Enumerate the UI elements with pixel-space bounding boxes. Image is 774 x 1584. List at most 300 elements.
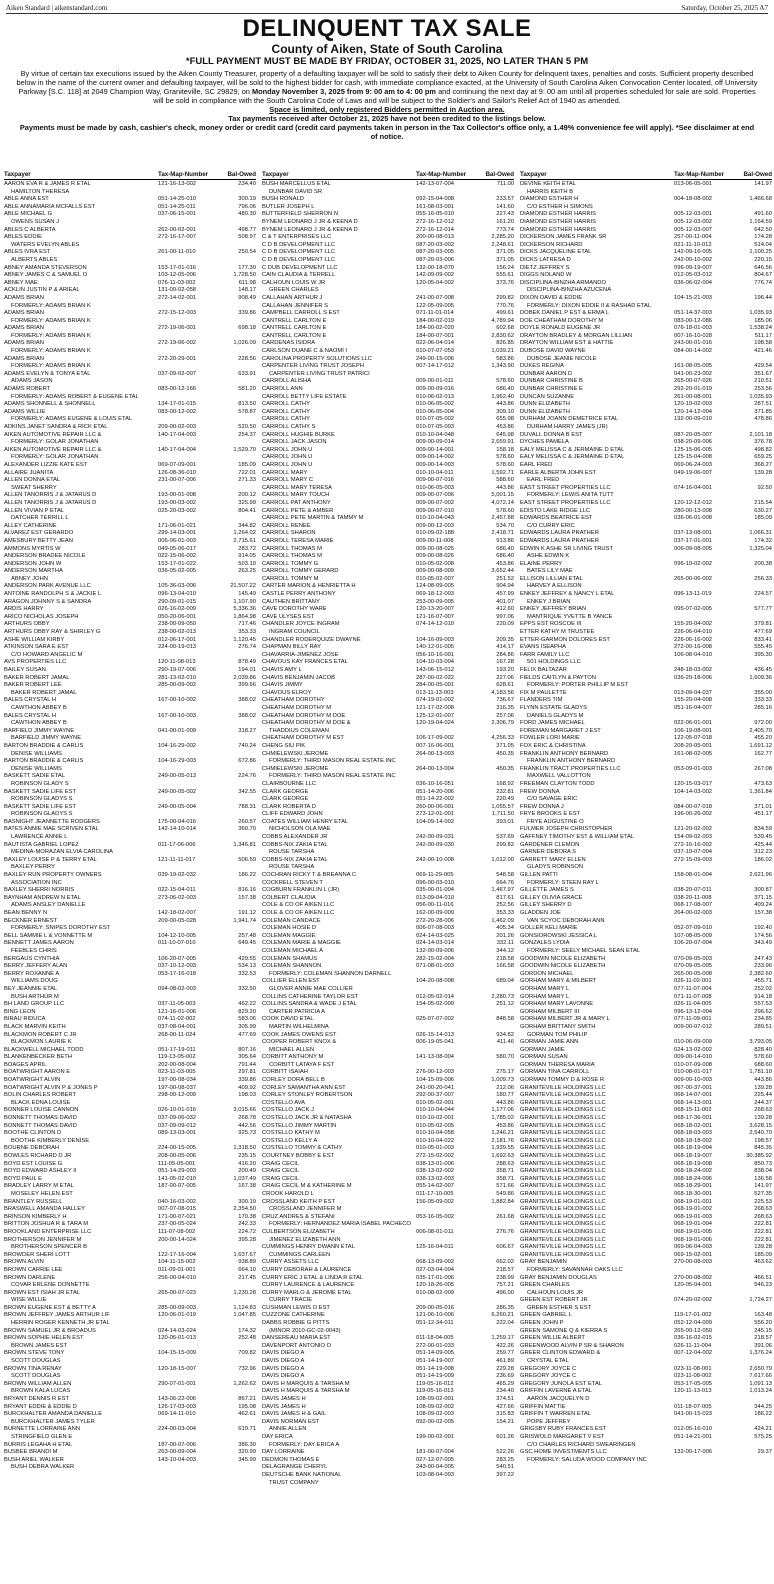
table-row [4,409,256,417]
table-row [520,416,772,424]
table-row [4,599,256,607]
balance-owed: 286.35 [496,1304,514,1311]
balance-owed: 174.32 [238,1327,256,1334]
table-row [262,1069,514,1077]
balance-owed: 914.18 [754,993,772,1000]
taxpayer-name: GRIFFIN LAVERNE A ETAL [520,1388,592,1395]
taxpayer-name: ARICO NICHOLAS JOSEPH [4,613,79,620]
taxpayer-name: BYNEM LEONARD J JR & KEENA D [262,218,358,225]
table-row [4,705,256,713]
balance-owed: 578.60 [496,461,514,468]
balance-owed [222,925,256,933]
table-row [4,1388,256,1396]
balance-owed [222,994,256,1002]
taxpayer-name: BRYANT DENNIS R EST [4,1396,70,1402]
balance-owed: 1,177.06 [491,1107,514,1114]
table-row [4,500,256,508]
table-row [262,227,514,235]
tax-map-number: 142-09-09-002 [416,272,455,279]
balance-owed [738,1290,772,1298]
tax-map-number: 050-20-06-001 [158,613,197,620]
table-row [262,1138,514,1146]
taxpayer-name: BONNETT THOMAS DAVID [4,1115,77,1122]
table-row [520,1115,772,1123]
taxpayer-name: BAKER ROBERT JAMAL [4,674,70,681]
tax-map-number: 026-11-02-001 [674,978,712,985]
taxpayer-name: CHEATHAM DOROTHY M EST [262,735,344,742]
tax-map-number: 119-05-16-013 [416,1388,454,1395]
balance-owed: 1,318.50 [233,1145,256,1152]
balance-owed [222,242,256,250]
balance-owed: 186.22 [754,1411,772,1418]
table-row [262,1039,514,1047]
balance-owed: 233.57 [496,196,514,203]
table-row [520,1381,772,1389]
table-row [262,1282,514,1290]
balance-owed: 913.86 [496,537,514,544]
tax-map-number: 037-10-12-003 [158,963,197,970]
taxpayer-name: DICKS LATRESA D [520,256,571,263]
taxpayer-name: FRYE BROOKS E EST [520,811,581,818]
taxpayer-name: FRANKLIN TRACT PROPERTIES LLC [520,765,621,772]
taxpayer-name: CHENG SIU PIK [262,742,306,749]
table-row [4,523,256,531]
balance-owed: 555.45 [754,644,772,651]
taxpayer-name: CARROLL HUGHIE BURKE [262,431,335,438]
taxpayer-name: GRIFFIN T WARREN ETAL [520,1411,591,1418]
taxpayer-name: GORHAM BRITTANY SMITH [520,1023,596,1030]
balance-owed: 461.89 [496,1358,514,1365]
tax-map-number: 281-13-02-010 [158,674,197,681]
table-row [262,477,514,485]
taxpayer-name: ABNEY MAE [4,279,38,286]
tax-map-number: 027-03-04-004 [416,1266,455,1273]
table-row [4,1092,256,1100]
table-row [4,1100,256,1108]
balance-owed: 1,009.73 [491,1077,514,1084]
balance-owed: 368.27 [754,461,772,468]
balance-owed: 717.46 [238,621,256,628]
tax-map-number: 120-18-26-005 [416,1282,455,1289]
taxpayer-name: COLEMAN CANDACE [262,917,321,924]
taxpayer-name: FORMERLY: ADAMS BRIAN K [11,348,91,355]
taxpayer-name: MARTIN WILHELMINA [269,1023,329,1030]
tax-map-number: 010-10-04-043 [416,515,455,522]
balance-owed: 2,285.20 [491,234,514,241]
table-row [4,515,256,523]
taxpayer-name: COBBS-NIX ZAKIA ETAL [262,856,328,863]
notice-intro [16,69,758,141]
tax-map-number [158,751,222,759]
table-row [520,295,772,303]
balance-owed: 477.69 [238,1031,256,1038]
balance-owed: 409.24 [754,902,772,909]
balance-owed: 557.53 [754,1001,772,1008]
balance-owed: 228.56 [238,355,256,362]
balance-owed: 30,385.92 [746,1153,772,1159]
table-row [4,766,256,774]
balance-owed [222,1419,256,1427]
balance-owed [222,948,256,956]
tax-map-number: 021-11-10-012 [674,241,712,248]
balance-owed: 252.02 [754,985,772,992]
tax-map-number: 249-00-05-004 [158,803,197,810]
balance-owed: 791.44 [238,1061,256,1068]
table-row [262,978,514,986]
table-row [4,462,256,470]
balance-owed [222,705,256,713]
table-row [262,1404,514,1412]
table-row [4,1434,256,1442]
tax-map-number: 009-00-14-002 [416,454,455,461]
balance-owed: 257.06 [496,712,514,719]
table-row [262,1024,514,1032]
tax-map-number [674,1267,738,1275]
tax-map-number: 132-00-18-070 [416,264,455,271]
taxpayer-name: ACKLIN JUSTIN P & ARIEAL [4,287,80,294]
tax-map-number [158,948,222,956]
table-row [4,629,256,637]
table-row [4,811,256,819]
balance-owed: 3,628.15 [749,1122,772,1129]
balance-owed [738,796,772,804]
balance-owed [222,1138,256,1146]
table-row [262,659,514,667]
table-row [4,789,256,797]
table-row [4,295,256,303]
balance-owed: 3,652.44 [491,568,514,575]
taxpayer-name: CARROLL TOMMY GERARD [262,568,339,575]
table-row [262,1191,514,1199]
taxpayer-name: ADAMS BRIAN [4,310,44,317]
balance-owed: 904.94 [496,583,514,590]
table-row [520,318,772,326]
balance-owed: 1,066.31 [749,530,772,537]
tax-map-number: 273-12-01-001 [416,811,455,818]
balance-owed [738,880,772,888]
balance-owed: 662.02 [496,1259,514,1266]
table-row [4,477,256,485]
tax-map-number [158,705,222,713]
taxpayer-name: CORLEY SAMANTHA ANN EST [262,1084,346,1091]
balance-owed [738,599,772,607]
taxpayer-name: ALLAIRE JUANITA [4,469,54,476]
taxpayer-name: GRANITEVILLE HOLDINGS LLC [520,1099,606,1106]
table-row [520,1077,772,1085]
tax-map-number: 056-00-11-016 [416,902,454,909]
table-row [262,864,514,872]
taxpayer-name: CANTRELL CARLTON E [262,332,327,339]
taxpayer-name: CALHOUN LOUIS JR [527,1289,584,1296]
balance-owed [222,1373,256,1381]
taxpayer-name: ASHE WILLIAM KIRBY [4,636,65,643]
taxpayer-name: GORHAM MARY LAVONNE [520,1001,594,1008]
balance-owed: 828.40 [754,1046,772,1053]
balance-owed [222,394,256,402]
balance-owed: 395.28 [238,1236,256,1243]
table-row [520,1039,772,1047]
taxpayer-name: BUSH DEBRA WALKER [11,1464,75,1471]
taxpayer-name: EDWIN K ASHE SR LIVING TRUST [520,545,613,552]
table-row [4,583,256,591]
taxpayer-name: FLANDERS TIM [520,697,563,704]
taxpayer-name: GREEN SAMONE Q & KIERRA S [520,1327,608,1334]
balance-owed: 1,047.85 [233,1312,256,1319]
table-row [520,705,772,713]
table-row [520,1085,772,1093]
tax-map-number [416,371,480,379]
taxpayer-name: BOOTHE KIMBERLY DENISE [11,1137,90,1144]
tax-map-number: 290-19-07-006 [158,667,197,673]
table-row [262,713,514,721]
tax-map-number: 253-00-09-005 [416,598,455,605]
taxpayer-name: GRANITEVILLE HOLDINGS LLC [520,1160,606,1167]
tax-map-number: 119-13-05-002 [158,1054,196,1061]
table-row [4,1077,256,1085]
balance-owed: 1,012.00 [491,856,514,863]
tax-map-number: 257-00-11-004 [674,234,712,241]
table-row [4,1297,256,1305]
table-row [262,340,514,348]
table-row [262,538,514,546]
tax-map-number: 121-11-11-017 [158,856,196,863]
balance-owed: 578.87 [238,408,256,415]
table-row [262,766,514,774]
tax-map-number: 069-11-29-005 [416,872,454,879]
table-row [520,1442,772,1450]
table-row [520,1176,772,1184]
balance-owed [480,758,514,766]
tax-map-number: 119-05-16-012 [416,1380,454,1387]
table-row [520,363,772,371]
taxpayer-name: GREENWOOD ALVIN P SR & SHARON [520,1342,624,1349]
table-row [262,1366,514,1374]
tax-map-number [158,994,222,1002]
table-row [4,834,256,842]
tax-map-number [674,659,738,667]
table-row [262,310,514,318]
taxpayer-name: DAVIS JAMES H [262,1403,306,1410]
taxpayer-name: BUSH ARIEL WALKER [4,1456,64,1463]
balance-owed: 260.57 [238,818,256,825]
balance-owed: 371.01 [754,803,772,810]
table-row [262,492,514,500]
balance-owed: 602.68 [496,325,514,332]
tax-map-number [158,864,222,872]
taxpayer-name: EAST STREET PROPERTIES LLC [520,484,611,491]
taxpayer-name: COLEMAN HOSIE D [262,925,317,932]
tax-map-number: 272-16-17-007 [158,234,197,241]
balance-owed: 496.00 [496,1289,514,1296]
header-map-number: Tax-Map-Number [416,171,467,178]
taxpayer-name: CASTLE PERRY ANTHONY [262,591,336,598]
tax-map-number [416,758,480,766]
taxpayer-name: BURCKHALTER AMANDA DANIELLE [4,1411,103,1418]
table-row [520,454,772,462]
table-row [4,371,256,379]
tax-map-number: 037-09-02-007 [158,370,197,377]
balance-owed: 315.83 [496,1411,514,1418]
balance-owed: 455.20 [754,735,772,742]
table-row [520,682,772,690]
tax-map-number: 010-05-02-007 [416,575,455,582]
tax-map-number [158,1388,222,1396]
taxpayer-name: CULBERTSON ELIZABETH [262,1228,335,1235]
balance-owed: 829.20 [238,1008,256,1015]
taxpayer-name: EALY MELISSA C & JERMAINE D ETAL [520,446,625,453]
tax-map-number: 103-08-04-003 [416,1471,455,1478]
taxpayer-name: GREER CLINTON EDWARD & [520,1350,601,1357]
tax-map-number: 126-08-36-010 [158,469,197,476]
tax-map-number: 038-20-09-006 [674,439,713,446]
tax-map-number [158,378,222,386]
tax-map-number: 074-19-01-002 [416,697,455,704]
balance-owed: 1,941.74 [233,917,256,924]
balance-owed: 305.64 [238,1054,256,1061]
table-row [520,447,772,455]
taxpayer-name: CARROLL THOMAS M [262,553,322,560]
tax-map-number: 074-11-02-002 [158,1016,196,1023]
tax-map-number: 175-00-04-016 [158,818,197,825]
tax-map-number: 140-17-04-003 [158,431,197,438]
table-row [4,1199,256,1207]
tax-map-number: 074-16-04-001 [674,484,713,491]
taxpayer-name: GRANITEVILLE HOLDINGS LLC [520,1122,606,1129]
balance-owed: 344.12 [496,947,514,954]
table-row [520,1396,772,1404]
tax-map-number: 121-16-13-002 [158,181,197,187]
tax-map-number: 011-18-04-005 [416,1335,454,1342]
taxpayer-name: DOYLE RONALD EUGENE JR [520,325,601,332]
tax-map-number: 039-19-02-032 [158,872,197,879]
taxpayer-name: ADKINS JANET SANDRA & RICK ETAL [4,424,108,430]
table-row [520,834,772,842]
tax-map-number: 184-00-07-001 [416,332,455,339]
taxpayer-name: DUKES REGINA [520,363,564,370]
taxpayer-name: EDWARDS LAURA PRATHER [520,530,599,537]
table-row [262,1480,514,1488]
taxpayer-name: ADAMS WILLIE [4,408,46,415]
taxpayer-name: CRAIG CECIL [262,1168,300,1175]
tax-map-number: 010-10-04-011 [416,469,454,476]
tax-map-number [158,1343,222,1351]
balance-owed: 427.66 [496,1403,514,1410]
tax-map-number: 010-05-02-008 [416,560,455,567]
tax-map-number: 209-00-02-003 [158,424,197,430]
table-row [520,963,772,971]
tax-map-number: 049-05-06-017 [158,545,197,552]
tax-map-number [158,1434,222,1442]
taxpayer-name: FIELDS CAITLYN & PAYTON [520,674,596,681]
table-row [262,530,514,538]
table-row [4,447,256,455]
taxpayer-name: FRANKLIN ANTHONY BERNARD [527,758,616,765]
balance-owed: 776.74 [754,279,772,286]
tax-map-number [158,416,222,424]
balance-owed: 195.08 [238,1403,256,1410]
table-row [262,1449,514,1457]
balance-owed: 200.12 [238,492,256,499]
balance-owed [222,766,256,774]
balance-owed [738,1032,772,1040]
tax-map-number: 024-14-03-025 [416,932,455,939]
table-row [262,1047,514,1055]
table-row [520,1069,772,1077]
table-row [520,667,772,675]
balance-owed: 807.16 [238,1046,256,1053]
tax-map-number: 023-11-03-005 [158,1069,196,1076]
balance-owed: 289.51 [754,1023,772,1030]
tax-map-number: 270-00-08-002 [674,1274,713,1281]
tax-map-number: 140-17-04-004 [158,446,197,453]
tax-map-number: 087-20-03-006 [416,256,455,263]
table-row [4,242,256,250]
table-row [4,303,256,311]
table-row [4,181,256,189]
table-row [262,280,514,288]
tax-map-number: 068-17-08-007 [674,902,713,909]
table-row [4,530,256,538]
tax-map-number [158,880,222,888]
table-row [4,1221,256,1229]
tax-map-number: 037-11-05-003 [158,1001,196,1008]
taxpayer-name: ANNIE ALLEN [269,1426,307,1433]
tax-map-number: 155-20-04-008 [674,697,713,704]
taxpayer-name: BROWDER SHERI LOTT [4,1251,71,1258]
balance-owed: 450.35 [496,765,514,772]
taxpayer-name: GORHAM MILBERT III [520,1008,580,1015]
taxpayer-name: COLE & CO OF AIKEN LLC [262,902,335,909]
tax-map-number: 010-08-02-009 [416,1289,455,1296]
taxpayer-name: CARROLL SHARON [262,530,316,537]
tax-map-number: 120-19-04-024 [416,720,455,727]
taxpayer-name: GRANITEVILLE HOLDINGS LLC [520,1084,606,1091]
balance-owed: 222.81 [754,1221,772,1228]
taxpayer-name: DAVIS NORMAN EST [262,1418,320,1425]
table-row [262,394,514,402]
tax-map-number: 120-11-13-013 [674,1388,712,1395]
tax-map-number: 096-13-11-019 [674,591,712,598]
table-row [4,1381,256,1389]
table-row [520,773,772,781]
table-row [262,1343,514,1351]
taxpayer-name: BING LEON [4,1008,36,1015]
table-row [262,918,514,926]
taxpayer-name: BATES ANNIE MAE SCRIVEN ETAL [4,826,99,833]
tax-map-number: 265-00-05-008 [674,970,713,977]
tax-map-number [158,348,222,356]
balance-owed [222,1244,256,1252]
balance-owed: 540.51 [496,1464,514,1471]
table-row [520,303,772,311]
tax-map-number: 013-09-04-010 [416,894,455,901]
balance-owed: 588.60 [496,477,514,484]
balance-owed: 534.13 [238,963,256,970]
tax-map-number: 125-12-01-007 [416,712,455,719]
balance-owed: 2,280.73 [491,993,514,1000]
taxpayer-name: BLACKMON ROBERT C JR [4,1031,77,1038]
tax-map-number: 096-13-04-010 [158,591,197,598]
balance-owed: 2,659.91 [491,439,514,446]
taxpayer-name: ADAMS ANSLEY DANIELLE [11,902,86,909]
taxpayer-name: DURHAM JOANN DEMETRICE ETAL [520,416,619,423]
table-row [520,675,772,683]
taxpayer-name: FIX M PAULETTE [520,689,567,696]
tax-map-number: 037-09-06-032 [158,1115,197,1122]
tax-map-number: 111-05-05-001 [158,1160,196,1167]
tax-map-number: 006-06-01-003 [158,537,197,544]
tax-map-number [674,918,738,926]
